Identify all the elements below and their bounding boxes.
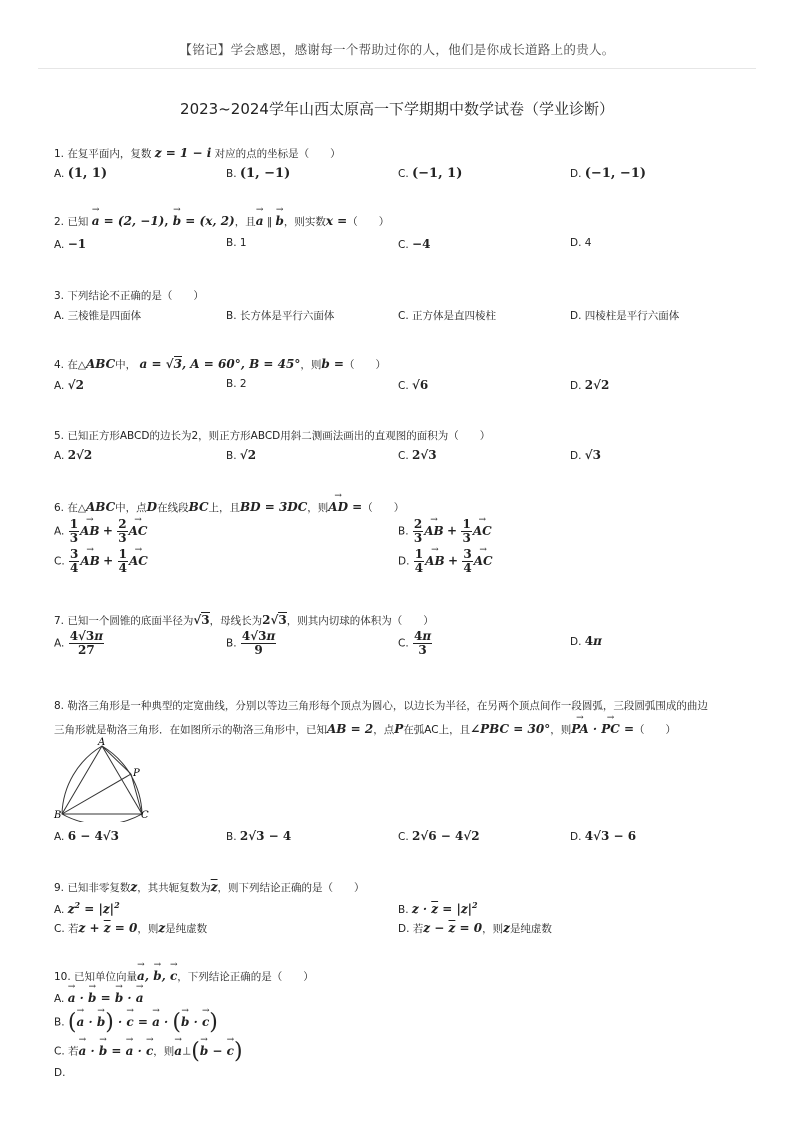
question-8-line1: 8. 勒洛三角形是一种典型的定宽曲线，分别以等边三角形每个顶点为圆心，以边长为半径，在另两个顶点间作一段圆弧，三段圆弧围成的曲边 [54,700,708,712]
question-4: 4. 在△ABC中， a = √3, A = 60°, B = 45°，则b =（ ） [54,357,386,371]
q1-option-d[interactable]: D. (−1, −1) [570,166,647,181]
exam-title: 2023~2024学年山西太原高一下学期期中数学试卷（学业诊断） [180,100,614,118]
question-9: 9. 已知非零复数z，其共轭复数为$\overline{z}$，则下列结论正确的是（ ） [54,880,365,894]
header-divider [38,68,756,69]
q10-option-d[interactable]: D. [54,1067,66,1079]
q5-option-d[interactable]: D. √3 [570,448,602,462]
q7-option-b[interactable]: B. $\frac{4√3\pi}{9}$ [226,629,276,657]
q3-option-d[interactable]: D. 四棱柱是平行六面体 [570,310,680,322]
line-bp [62,774,131,814]
question-7: 7. 已知一个圆锥的底面半径为√3，母线长为2√3，则其内切球的体积为（ ） [54,613,434,627]
q3-option-b[interactable]: B. 长方体是平行六面体 [226,310,335,322]
question-5: 5. 已知正方形ABCD的边长为2，则正方形ABCD用斜二测画法画出的直观图的面积为（ ） [54,430,491,442]
q1-option-b[interactable]: B. (1, −1) [226,166,291,181]
point-p-label: P [133,768,140,779]
q1-text: 1. 在复平面内，复数 [54,148,152,160]
motto-header: 【铭记】学会感恩，感谢每一个帮助过你的人，他们是你成长道路上的贵人。 [179,42,615,57]
q6-option-a[interactable]: A. $\frac{1}{3}$ → AB + $\frac{2}{3}$ → AC [54,518,147,545]
q4-option-b[interactable]: B. 2 [226,378,247,390]
q1-text-b: 对应的点的坐标是（ ） [214,148,341,160]
question-3: 3. 下列结论不正确的是（ ） [54,290,204,302]
q8-option-d[interactable]: D. 4√3 − 6 [570,829,637,843]
q5-option-c[interactable]: C. 2√3 [398,448,437,462]
q6-option-b[interactable]: B. $\frac{2}{3}$ → AB + $\frac{1}{3}$ → AC [398,518,492,545]
q1-option-c[interactable]: C. (−1, 1) [398,166,463,181]
q10-option-b[interactable]: B. (→ a · → b) · → c = → a · (→ b · → c) [54,1010,218,1035]
q2-option-b[interactable]: B. 1 [226,237,247,249]
line-pc [131,774,142,814]
question-8-line2: 三角形就是勒洛三角形．在如图所示的勒洛三角形中，已知AB = 2，点P在弧AC上，且∠PBC = 30°，则→ PA · → PC =（ ） [54,722,676,737]
q10-option-a[interactable]: A. → a · → b = → b · → a [54,991,144,1005]
q9-option-b[interactable]: B. $z \cdot \overline{z} = |z|^2$ [398,900,478,916]
question-10: 10. 已知单位向量→ a, → b, → c，下列结论正确的是（ ） [54,969,314,984]
q7-option-d[interactable]: D. 4π [570,634,602,648]
q8-option-b[interactable]: B. 2√3 − 4 [226,829,292,843]
q9-option-a[interactable]: A. $z^2 = |z|^2$ [54,900,120,916]
q4-option-c[interactable]: C. √6 [398,378,429,392]
q9-option-c[interactable]: C. 若$z + \overline{z} = 0$，则z是纯虚数 [54,921,208,935]
question-1 [54,146,341,161]
reuleaux-triangle-figure [52,736,152,822]
q5-option-a[interactable]: A. 2√2 [54,448,93,462]
q4-option-a[interactable]: A. √2 [54,378,84,392]
q6-option-d[interactable]: D. $\frac{1}{4}$ → AB + $\frac{3}{4}$ → AC [398,548,493,575]
q4-option-d[interactable]: D. 2√2 [570,378,610,392]
line-ab [62,746,102,814]
point-c-label: C [141,810,149,821]
q3-option-c[interactable]: C. 正方体是直四棱柱 [398,310,497,322]
point-b-label: B [54,810,62,821]
q1-expr: z = 1 − i [154,146,212,160]
line-ac [102,746,142,814]
q10-option-c[interactable]: C. 若→ a · → b = → a · → c，则→ a⊥(→ b − → c) [54,1039,243,1064]
q7-option-a[interactable]: A. $\frac{4√3\pi}{27}$ [54,629,104,657]
q8-option-a[interactable]: A. 6 − 4√3 [54,829,120,843]
q1-option-a[interactable]: A. (1, 1) [54,166,108,181]
q2-option-a[interactable]: A. −1 [54,237,87,251]
q9-option-d[interactable]: D. 若$z - \overline{z} = 0$，则z是纯虚数 [398,921,552,935]
q3-option-a[interactable]: A. 三棱锥是四面体 [54,310,142,322]
question-2: 2. 已知 → a = (2, −1), → b = (x, 2)，且→ a ∥ → b，则实数x =（ ） [54,214,389,229]
q8-option-c[interactable]: C. 2√6 − 4√2 [398,829,480,843]
q5-option-b[interactable]: B. √2 [226,448,257,462]
point-a-label: A [98,737,106,748]
question-6: 6. 在△ABC中，点D在线段BC上，且BD = 3DC，则→ AD =（ ） [54,500,404,515]
q7-option-c[interactable]: C. $\frac{4\pi}{3}$ [398,629,432,657]
q2-option-d[interactable]: D. 4 [570,237,592,249]
q2-option-c[interactable]: C. −4 [398,237,431,251]
q6-option-c[interactable]: C. $\frac{3}{4}$ → AB + $\frac{1}{4}$ → AC [54,548,148,575]
